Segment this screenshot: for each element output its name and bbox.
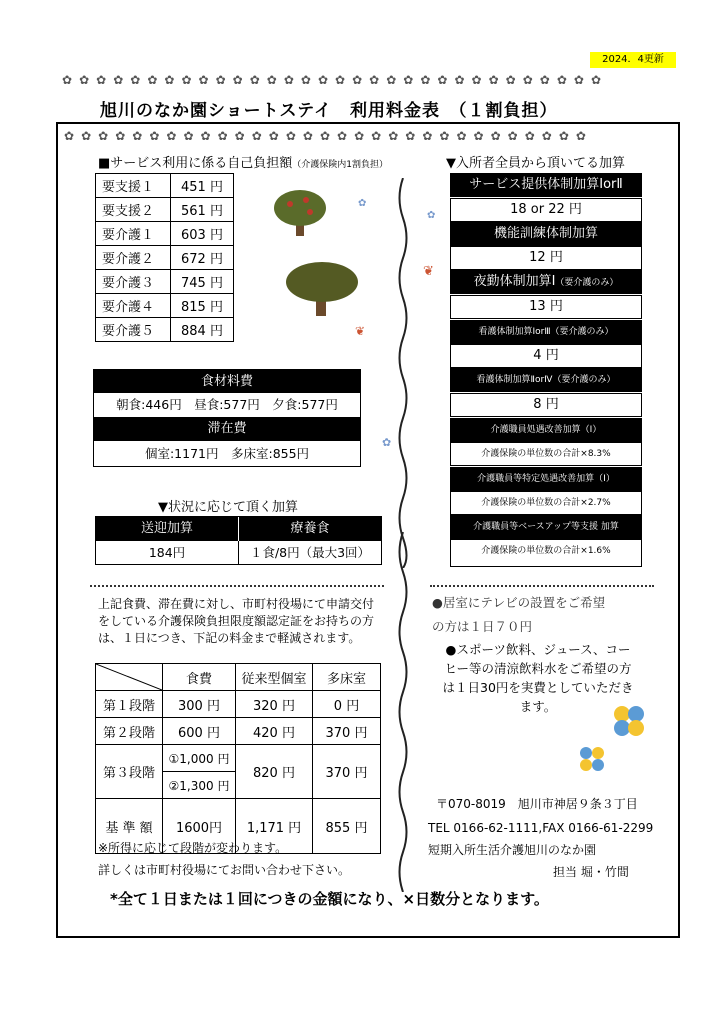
header-multi: 多床室 bbox=[313, 664, 381, 691]
stay-title: 滞在費 bbox=[94, 417, 360, 441]
addition-text: 機能訓練体制加算 bbox=[493, 226, 598, 241]
stage3-label: 第３段階 bbox=[96, 745, 163, 799]
base-food: 1600円 bbox=[163, 799, 236, 854]
addition-text: 介護保険の単位数の合計×1.6% bbox=[481, 546, 611, 556]
vine-divider-center-top bbox=[396, 178, 410, 568]
stage-multi: 0 円 bbox=[313, 691, 381, 718]
addition-cell bbox=[450, 198, 642, 222]
addition-cell bbox=[450, 173, 642, 197]
self-pay-heading: ■サービス利用に係る自己負担額（介護保険内1割負担） bbox=[98, 156, 389, 171]
care-level-fee: 561 円 bbox=[171, 198, 234, 222]
contact-person: 担当 堀・竹間 bbox=[553, 865, 629, 879]
therapy-meal-value: １食/8円（最大3回） bbox=[249, 545, 371, 560]
addition-cell bbox=[450, 222, 642, 246]
care-level-fee: 603 円 bbox=[171, 222, 234, 246]
ornament-row-top: ✿ ✿ ✿ ✿ ✿ ✿ ✿ ✿ ✿ ✿ ✿ ✿ ✿ ✿ ✿ ✿ ✿ ✿ ✿ ✿ ✿ ✿ ✿ ✿ ✿ ✿ ✿ ✿ ✿ ✿ ✿ ✿ bbox=[62, 73, 601, 87]
addition-text: 8 円 bbox=[533, 397, 559, 412]
addition-cell bbox=[450, 368, 642, 392]
care-level-fee: 815 円 bbox=[171, 294, 234, 318]
addition-cell bbox=[450, 418, 642, 442]
flower-icon: ✿ bbox=[382, 436, 392, 449]
care-level-label: 要介護５ bbox=[96, 318, 171, 342]
addition-cell bbox=[450, 491, 642, 515]
page-title: 旭川のなか園ショートステイ 利用料金表 （１割負担） bbox=[100, 101, 558, 121]
food-values: 朝食:446円 昼食:577円 夕食:577円 bbox=[116, 397, 338, 412]
addition-text: 介護保険の単位数の合計×8.3% bbox=[481, 449, 611, 459]
food-stay-box bbox=[93, 369, 361, 467]
addition-cell bbox=[450, 539, 642, 567]
addition-text: 夜勤体制加算Ⅰ bbox=[473, 274, 556, 289]
addition-text: 看護体制加算ⅡorⅣ（要介護のみ） bbox=[476, 375, 616, 385]
drink-text: ●スポーツ飲料、ジュース、コーヒー等の清涼飲料水をご希望の方は１日30円を実費としていただきます。 bbox=[442, 642, 634, 714]
stage-private: 320 円 bbox=[236, 691, 313, 718]
care-level-fee: 745 円 bbox=[171, 270, 234, 294]
tel-fax: TEL 0166-62-1111,FAX 0166-61-2299 bbox=[428, 821, 654, 835]
base-multi: 855 円 bbox=[313, 799, 381, 854]
stage-food: 300 円 bbox=[163, 691, 236, 718]
addition-text: 介護職員等特定処遇改善加算（Ⅰ） bbox=[477, 474, 615, 484]
care-level-table bbox=[95, 173, 234, 342]
addition-text: 看護体制加算ⅠorⅢ（要介護のみ） bbox=[478, 327, 614, 337]
footer-note: *全て１日または１回につきの金額になり、×日数分となります。 bbox=[110, 890, 549, 908]
care-level-label: 要介護２ bbox=[96, 246, 171, 270]
addition-cell bbox=[450, 515, 642, 539]
care-level-row bbox=[96, 246, 234, 270]
stage3-private: 820 円 bbox=[236, 745, 313, 799]
facility-name: 短期入所生活介護旭川のなか園 bbox=[428, 843, 597, 857]
base-label: 基 準 額 bbox=[96, 799, 163, 854]
care-level-fee: 672 円 bbox=[171, 246, 234, 270]
stage-label: 第１段階 bbox=[96, 691, 163, 718]
addition-text: 4 円 bbox=[533, 348, 559, 363]
therapy-meal-header: 療養食 bbox=[239, 517, 381, 541]
stay-values: 個室:1171円 多床室:855円 bbox=[144, 446, 310, 461]
addition-cell bbox=[450, 246, 642, 270]
note-income: ※所得に応じて段階が変わります。 bbox=[98, 841, 288, 855]
header-private: 従来型個室 bbox=[236, 664, 313, 691]
care-level-row bbox=[96, 174, 234, 198]
care-level-label: 要支援１ bbox=[96, 174, 171, 198]
leaf-icon: ❦ bbox=[355, 324, 366, 338]
stage-food: 600 円 bbox=[163, 718, 236, 745]
care-level-fee: 884 円 bbox=[171, 318, 234, 342]
addition-cell bbox=[450, 295, 642, 319]
extra-table bbox=[95, 516, 382, 565]
stage-label: 第２段階 bbox=[96, 718, 163, 745]
addition-text: 介護職員等ベースアップ等支援 加算 bbox=[473, 522, 619, 532]
note-inquiry: 詳しくは市町村役場にてお問い合わせ下さい。 bbox=[98, 863, 351, 877]
stage3-food1: ①1,000 円 bbox=[163, 745, 236, 772]
care-level-label: 要介護４ bbox=[96, 294, 171, 318]
tv-line2: の方は１日７０円 bbox=[432, 619, 533, 634]
vine-divider-right bbox=[430, 573, 654, 587]
addition-cell bbox=[450, 393, 642, 417]
flower-icon: ✿ bbox=[358, 198, 367, 209]
address: 〒070-8019 旭川市神居９条３丁目 bbox=[436, 797, 638, 811]
addition-text: 13 円 bbox=[529, 299, 563, 314]
flower-icon bbox=[612, 704, 646, 738]
care-level-label: 要介護３ bbox=[96, 270, 171, 294]
care-level-row bbox=[96, 222, 234, 246]
stage3-multi: 370 円 bbox=[313, 745, 381, 799]
vine-divider-center-bottom bbox=[396, 532, 410, 892]
leaf-icon: ❦ bbox=[423, 264, 434, 279]
diagonal-cell bbox=[96, 664, 163, 691]
all-residents-heading: ▼入所者全員から頂いてる加算 bbox=[446, 156, 625, 171]
addition-cell bbox=[450, 344, 642, 368]
addition-cell bbox=[450, 467, 642, 491]
addition-text: サービス提供体制加算ⅠorⅡ bbox=[469, 177, 623, 192]
food-title: 食材料費 bbox=[94, 370, 360, 393]
vine-divider-left bbox=[90, 573, 384, 587]
update-badge: 2024．4更新 bbox=[590, 52, 676, 68]
addition-cell bbox=[450, 270, 642, 294]
stage3-food2: ②1,300 円 bbox=[163, 772, 236, 799]
care-level-row bbox=[96, 270, 234, 294]
reduction-paragraph: 上記食費、滞在費に対し、市町村役場にて申請交付をしている介護保険負担限度額認定証をお持ちの方は、１日につき、下記の料金まで軽減されます。 bbox=[98, 597, 375, 645]
care-level-row bbox=[96, 294, 234, 318]
stage-multi: 370 円 bbox=[313, 718, 381, 745]
ornament-row-inner: ✿ ✿ ✿ ✿ ✿ ✿ ✿ ✿ ✿ ✿ ✿ ✿ ✿ ✿ ✿ ✿ ✿ ✿ ✿ ✿ ✿ ✿ ✿ ✿ ✿ ✿ ✿ ✿ ✿ ✿ ✿ bbox=[64, 129, 586, 143]
apple-tree-icon bbox=[270, 186, 330, 238]
base-private: 1,171 円 bbox=[236, 799, 313, 854]
addition-cell bbox=[450, 320, 642, 344]
addition-text: 12 円 bbox=[529, 250, 563, 265]
tree-icon bbox=[282, 258, 362, 318]
care-level-row bbox=[96, 318, 234, 342]
extra-heading: ▼状況に応じて頂く加算 bbox=[158, 500, 298, 515]
care-level-label: 要介護１ bbox=[96, 222, 171, 246]
transport-value: 184円 bbox=[96, 541, 239, 564]
addition-text: 介護職員処遇改善加算（Ⅰ） bbox=[490, 425, 602, 435]
flower-icon: ✿ bbox=[427, 210, 436, 221]
transport-header: 送迎加算 bbox=[96, 517, 239, 541]
addition-text: 18 or 22 円 bbox=[510, 202, 582, 217]
care-level-fee: 451 円 bbox=[171, 174, 234, 198]
flower-icon bbox=[578, 745, 606, 773]
header-food: 食費 bbox=[163, 664, 236, 691]
care-level-row bbox=[96, 198, 234, 222]
addition-cell bbox=[450, 442, 642, 466]
tv-line1: ●居室にテレビの設置をご希望 bbox=[432, 595, 606, 610]
addition-text: 介護保険の単位数の合計×2.7% bbox=[481, 498, 611, 508]
addition-note: （要介護のみ） bbox=[555, 278, 619, 288]
reduction-table bbox=[95, 663, 381, 854]
stage-private: 420 円 bbox=[236, 718, 313, 745]
care-level-label: 要支援２ bbox=[96, 198, 171, 222]
